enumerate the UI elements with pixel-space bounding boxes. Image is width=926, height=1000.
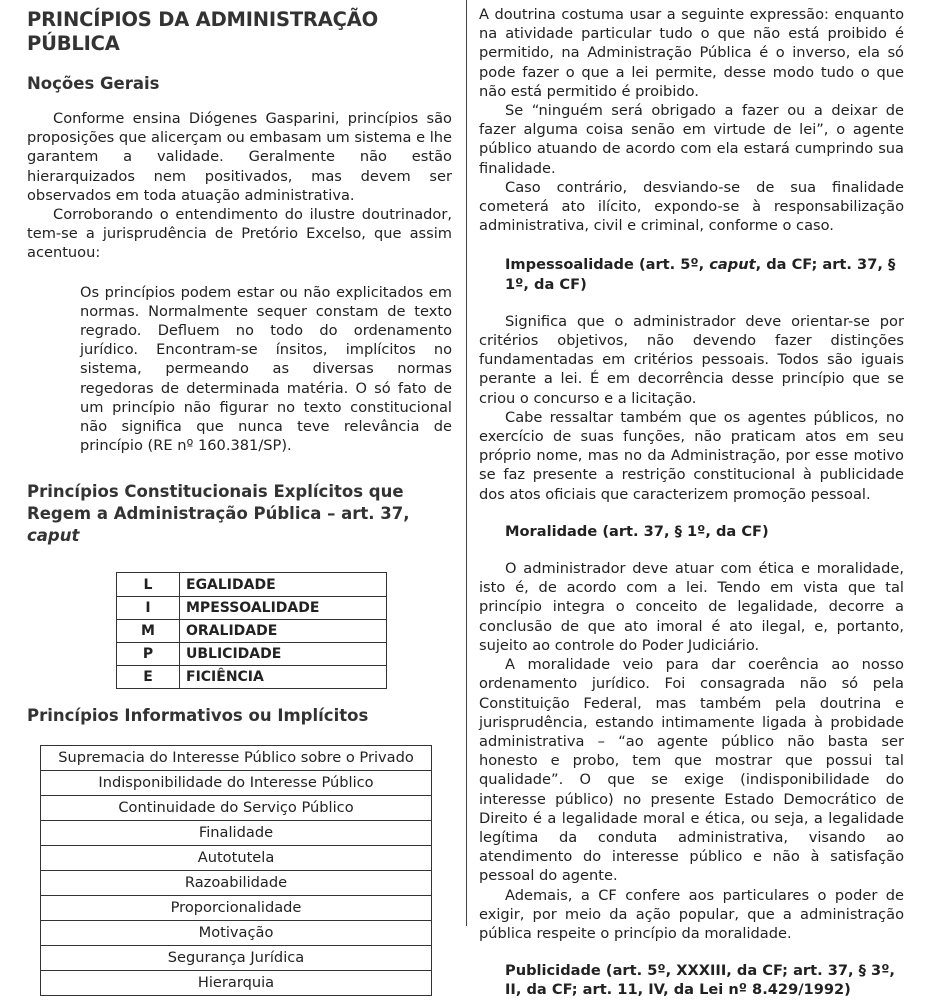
table-row [41, 771, 432, 796]
limpe-row [117, 643, 387, 666]
quote-text: Os princípios podem estar ou não explicitados em normas. Normalmente sequer constam de texto regrado. Defluem no todo do ordenamento jurídico. Encontram-se ínsitos, implícitos no sistema, permeando as diversas normas regedoras de determinada matéria. O só fato de um princípio não figurar no texto constitucional não significa que nunca teve relevância de princípio (RE nº 160.381/SP). [80, 283, 452, 455]
impessoalidade-heading-text: Impessoalidade (art. 5º, [505, 256, 710, 274]
intro-paragraph: Conforme ensina Diógenes Gasparini, princípios são proposições que alicerçam ou embasam um sistema e lhe garantem a validade. Geralmente não estão hierarquizados nem positivados, mas devem ser observados em toda atuação administrativa. [27, 110, 452, 204]
limpe-row [117, 573, 387, 596]
nocoes-gerais-heading: Noções Gerais [27, 74, 160, 93]
legality-paragraph: A doutrina costuma usar a seguinte expressão: enquanto na atividade particular tudo o que não está proibido é permitido, na Administração Pública é o inverso, ela só pode fazer o que a lei permite, desse modo tudo o que não está permitido é proibido. [479, 6, 904, 100]
principle-cell: Hierarquia [41, 971, 432, 996]
impessoalidade-paragraph-2: Cabe ressaltar também que os agentes públicos, no exercício de suas funções, não praticam atos em seu próprio nome, mas no da Administração, por esse motivo se faz presente a restrição constitucional à publicidade dos atos oficiais que caracterizem promoção pessoal. [479, 408, 904, 503]
explicit-heading-caput: caput [27, 526, 80, 546]
principle-cell: Finalidade [41, 821, 432, 846]
explicit-heading-text: Princípios Constitucionais Explícitos que Regem a Administração Pública – art. 37, [27, 482, 410, 524]
limpe-row [117, 666, 387, 689]
moralidade-paragraph-3: Ademais, a CF confere aos particulares o poder de exigir, por meio da ação popular, que a administração pública respeite o princípio da moralidade. [479, 886, 904, 942]
table-row [41, 946, 432, 971]
principle-cell: Indisponibilidade do Interesse Público [41, 771, 432, 796]
table-row [41, 746, 432, 771]
impessoalidade-heading [479, 255, 904, 293]
stf-quote [80, 283, 452, 456]
principle-cell: Supremacia do Interesse Público sobre o Privado [41, 746, 432, 771]
impessoalidade-heading-caput: caput [709, 256, 756, 274]
limpe-word: ORALIDADE [180, 619, 387, 642]
moralidade-paragraph-1: O administrador deve atuar com ética e moralidade, isto é, de acordo com a lei. Tendo em vista que tal princípio integra o conceito de legalidade, decorre a conclusão de que ato imoral é ato ilegal, e, portanto, sujeito ao controle do Poder Judiciário. [479, 560, 904, 654]
limpe-row [117, 596, 387, 619]
page-title: PRINCÍPIOS DA ADMINISTRAÇÃO PÚBLICA [27, 8, 379, 55]
table-row [41, 871, 432, 896]
left-column [27, 0, 452, 996]
limpe-letter: L [117, 573, 180, 596]
table-row [41, 846, 432, 871]
principle-cell: Motivação [41, 921, 432, 946]
limpe-letter: P [117, 643, 180, 666]
limpe-word: FICIÊNCIA [180, 666, 387, 689]
principle-cell: Razoabilidade [41, 871, 432, 896]
limpe-word: MPESSOALIDADE [180, 596, 387, 619]
legality-quote-paragraph: Se “ninguém será obrigado a fazer ou a deixar de fazer alguma coisa senão em virtude de lei”, o agente público atuando de acordo com ela estará cumprindo sua finalidade. [479, 102, 904, 177]
moralidade-paragraph-2: A moralidade veio para dar coerência ao nosso ordenamento jurídico. Foi consagrada não só pela Constituição Federal, mas também pela doutrina e jurisprudência, estando intimamente ligada à probidade administrativa – “ao agente público não basta ser honesto e probo, tem que mostrar que possui tal qualidade”. O que se exige (indisponibilidade do interesse público) no presente Estado Democrático de Direito é a legalidade moral e ética, ou seja, a legalidade legítima da conduta administrativa, visando ao atendimento do interesse público e não à satisfação pessoal do agente. [479, 656, 904, 885]
explicit-principles-heading [27, 481, 452, 547]
principle-cell: Continuidade do Serviço Público [41, 796, 432, 821]
publicidade-heading: Publicidade (art. 5º, XXXIII, da CF; art. 37, § 3º, II, da CF; art. 11, IV, da Lei nº 8.429/1992) [505, 962, 895, 999]
impessoalidade-heading-ref: , da CF; art. 37, § 1º, da CF) [505, 256, 896, 293]
limpe-row [117, 619, 387, 642]
right-column [479, 0, 904, 1000]
principle-cell: Autotutela [41, 846, 432, 871]
limpe-letter: E [117, 666, 180, 689]
table-row [41, 896, 432, 921]
limpe-letter: M [117, 619, 180, 642]
table-row [41, 921, 432, 946]
principle-cell: Proporcionalidade [41, 896, 432, 921]
column-divider [466, 0, 467, 926]
impessoalidade-paragraph-1: Significa que o administrador deve orientar-se por critérios objetivos, não devendo fazer distinções fundamentadas em critérios pessoais. Todos são iguais perante a lei. É em decorrência desse princípio que se criou o concurso e a licitação. [479, 312, 904, 407]
moralidade-heading: Moralidade (art. 37, § 1º, da CF) [505, 522, 769, 540]
table-row [41, 821, 432, 846]
limpe-letter: I [117, 596, 180, 619]
implicit-principles-heading: Princípios Informativos ou Implícitos [27, 706, 369, 726]
implicit-principles-table [40, 745, 432, 996]
limpe-table [116, 572, 387, 689]
limpe-word: UBLICIDADE [180, 643, 387, 666]
legality-contrary-paragraph: Caso contrário, desviando-se de sua finalidade cometerá ato ilícito, expondo-se à responsabilização administrativa, civil e criminal, conforme o caso. [479, 178, 904, 235]
table-row [41, 796, 432, 821]
table-row [41, 971, 432, 996]
principle-cell: Segurança Jurídica [41, 946, 432, 971]
limpe-word: EGALIDADE [180, 573, 387, 596]
corroborating-paragraph: Corroborando o entendimento do ilustre doutrinador, tem-se a jurisprudência de Pretório Excelso, que assim acentuou: [27, 206, 452, 262]
